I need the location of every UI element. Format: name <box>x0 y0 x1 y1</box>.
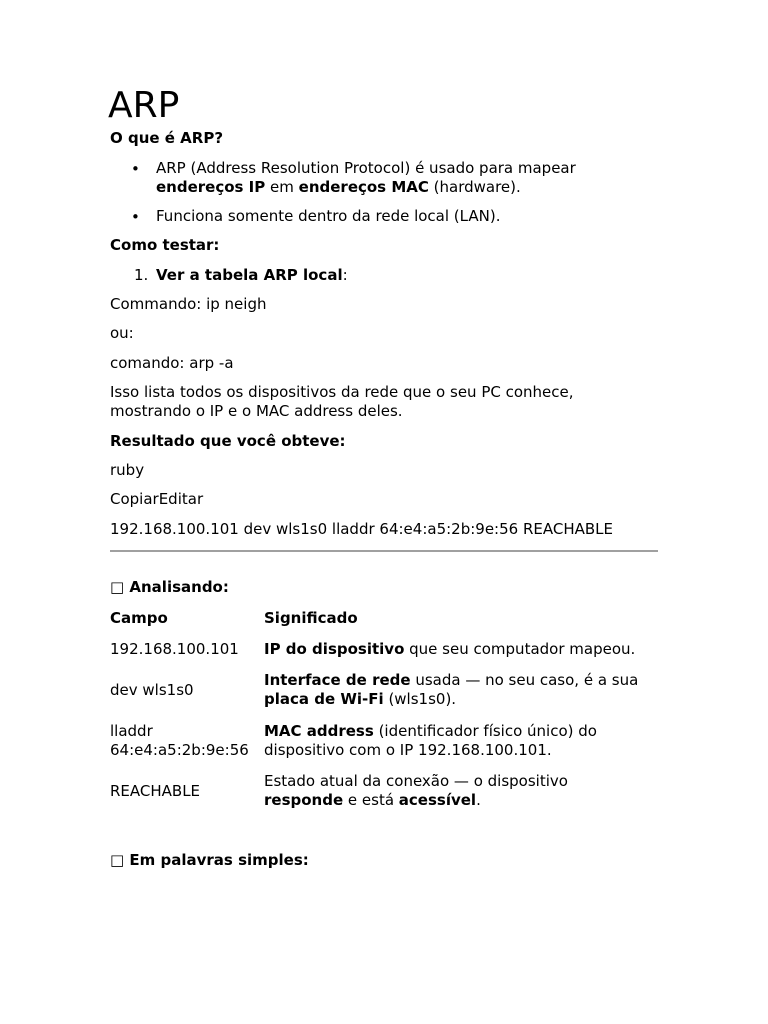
code-language-label: ruby <box>110 461 145 479</box>
row-4-end: . <box>476 791 481 809</box>
row-1-rest: que seu computador mapeou. <box>404 640 636 658</box>
table-header-meaning: Significado <box>264 609 358 627</box>
simple-words-heading: □ Em palavras simples: <box>110 851 309 869</box>
step-1-text <box>156 266 348 285</box>
bullet-1-bold-ip: endereços IP <box>156 178 266 196</box>
row-2-meaning-line-2 <box>264 690 456 709</box>
bullet-1-line-1: ARP (Address Resolution Protocol) é usado para mapear <box>156 159 576 177</box>
row-4-mid: e está <box>343 791 399 809</box>
row-1-field: 192.168.100.101 <box>110 640 239 658</box>
result-heading: Resultado que você obteve: <box>110 432 346 450</box>
row-1-bold: IP do dispositivo <box>264 640 405 658</box>
row-2-bold-1: Interface de rede <box>264 671 411 689</box>
bullet-1-line-2 <box>156 178 521 197</box>
arp-output-line: 192.168.100.101 dev wls1s0 lladdr 64:e4:a5:2b:9e:56 REACHABLE <box>110 520 614 538</box>
row-3-field-line-1: lladdr <box>110 722 153 740</box>
row-4-bold-1: responde <box>264 791 344 809</box>
copy-edit-label: CopiarEditar <box>110 490 204 508</box>
table-header-field: Campo <box>110 609 168 627</box>
bullet-marker: • <box>131 160 140 178</box>
row-4-bold-2: acessível <box>398 791 477 809</box>
row-2-field: dev wls1s0 <box>110 681 194 699</box>
bullet-1-end: (hardware). <box>428 178 521 196</box>
horizontal-divider <box>110 550 658 552</box>
row-3-field-line-2: 64:e4:a5:2b:9e:56 <box>110 741 249 759</box>
bullet-1-bold-mac: endereços MAC <box>298 178 429 196</box>
step-1-bold: Ver a tabela ARP local <box>156 266 343 284</box>
how-to-test-heading: Como testar: <box>110 236 220 254</box>
bullet-marker: • <box>131 208 140 226</box>
row-2-bold-2: placa de Wi-Fi <box>264 690 384 708</box>
command-1: Commando: ip neigh <box>110 295 267 313</box>
row-3-bold: MAC address <box>264 722 374 740</box>
step-1-colon: : <box>342 266 348 284</box>
row-2-rest-1: usada — no seu caso, é a sua <box>410 671 639 689</box>
row-4-meaning-line-1: Estado atual da conexão — o dispositivo <box>264 772 568 790</box>
explanation-line-1: Isso lista todos os dispositivos da rede que o seu PC conhece, <box>110 383 574 401</box>
what-is-heading: O que é ARP? <box>110 129 224 147</box>
row-2-rest-2: (wls1s0). <box>383 690 457 708</box>
page-title: ARP <box>108 85 180 126</box>
row-4-meaning-line-2 <box>264 791 481 810</box>
bullet-1-mid: em <box>265 178 299 196</box>
row-2-meaning-line-1 <box>264 671 638 690</box>
or-text: ou: <box>110 324 134 342</box>
explanation-line-2: mostrando o IP e o MAC address deles. <box>110 402 403 420</box>
bullet-2-text: Funciona somente dentro da rede local (LAN). <box>156 207 501 225</box>
row-1-meaning <box>264 640 635 659</box>
row-3-meaning-line-1 <box>264 722 597 741</box>
row-3-rest-1: (identificador físico único) do <box>373 722 597 740</box>
analyzing-heading: □ Analisando: <box>110 578 229 596</box>
row-3-meaning-line-2: dispositivo com o IP 192.168.100.101. <box>264 741 552 759</box>
step-number: 1. <box>134 266 149 284</box>
row-4-field: REACHABLE <box>110 782 201 800</box>
command-2: comando: arp -a <box>110 354 234 372</box>
